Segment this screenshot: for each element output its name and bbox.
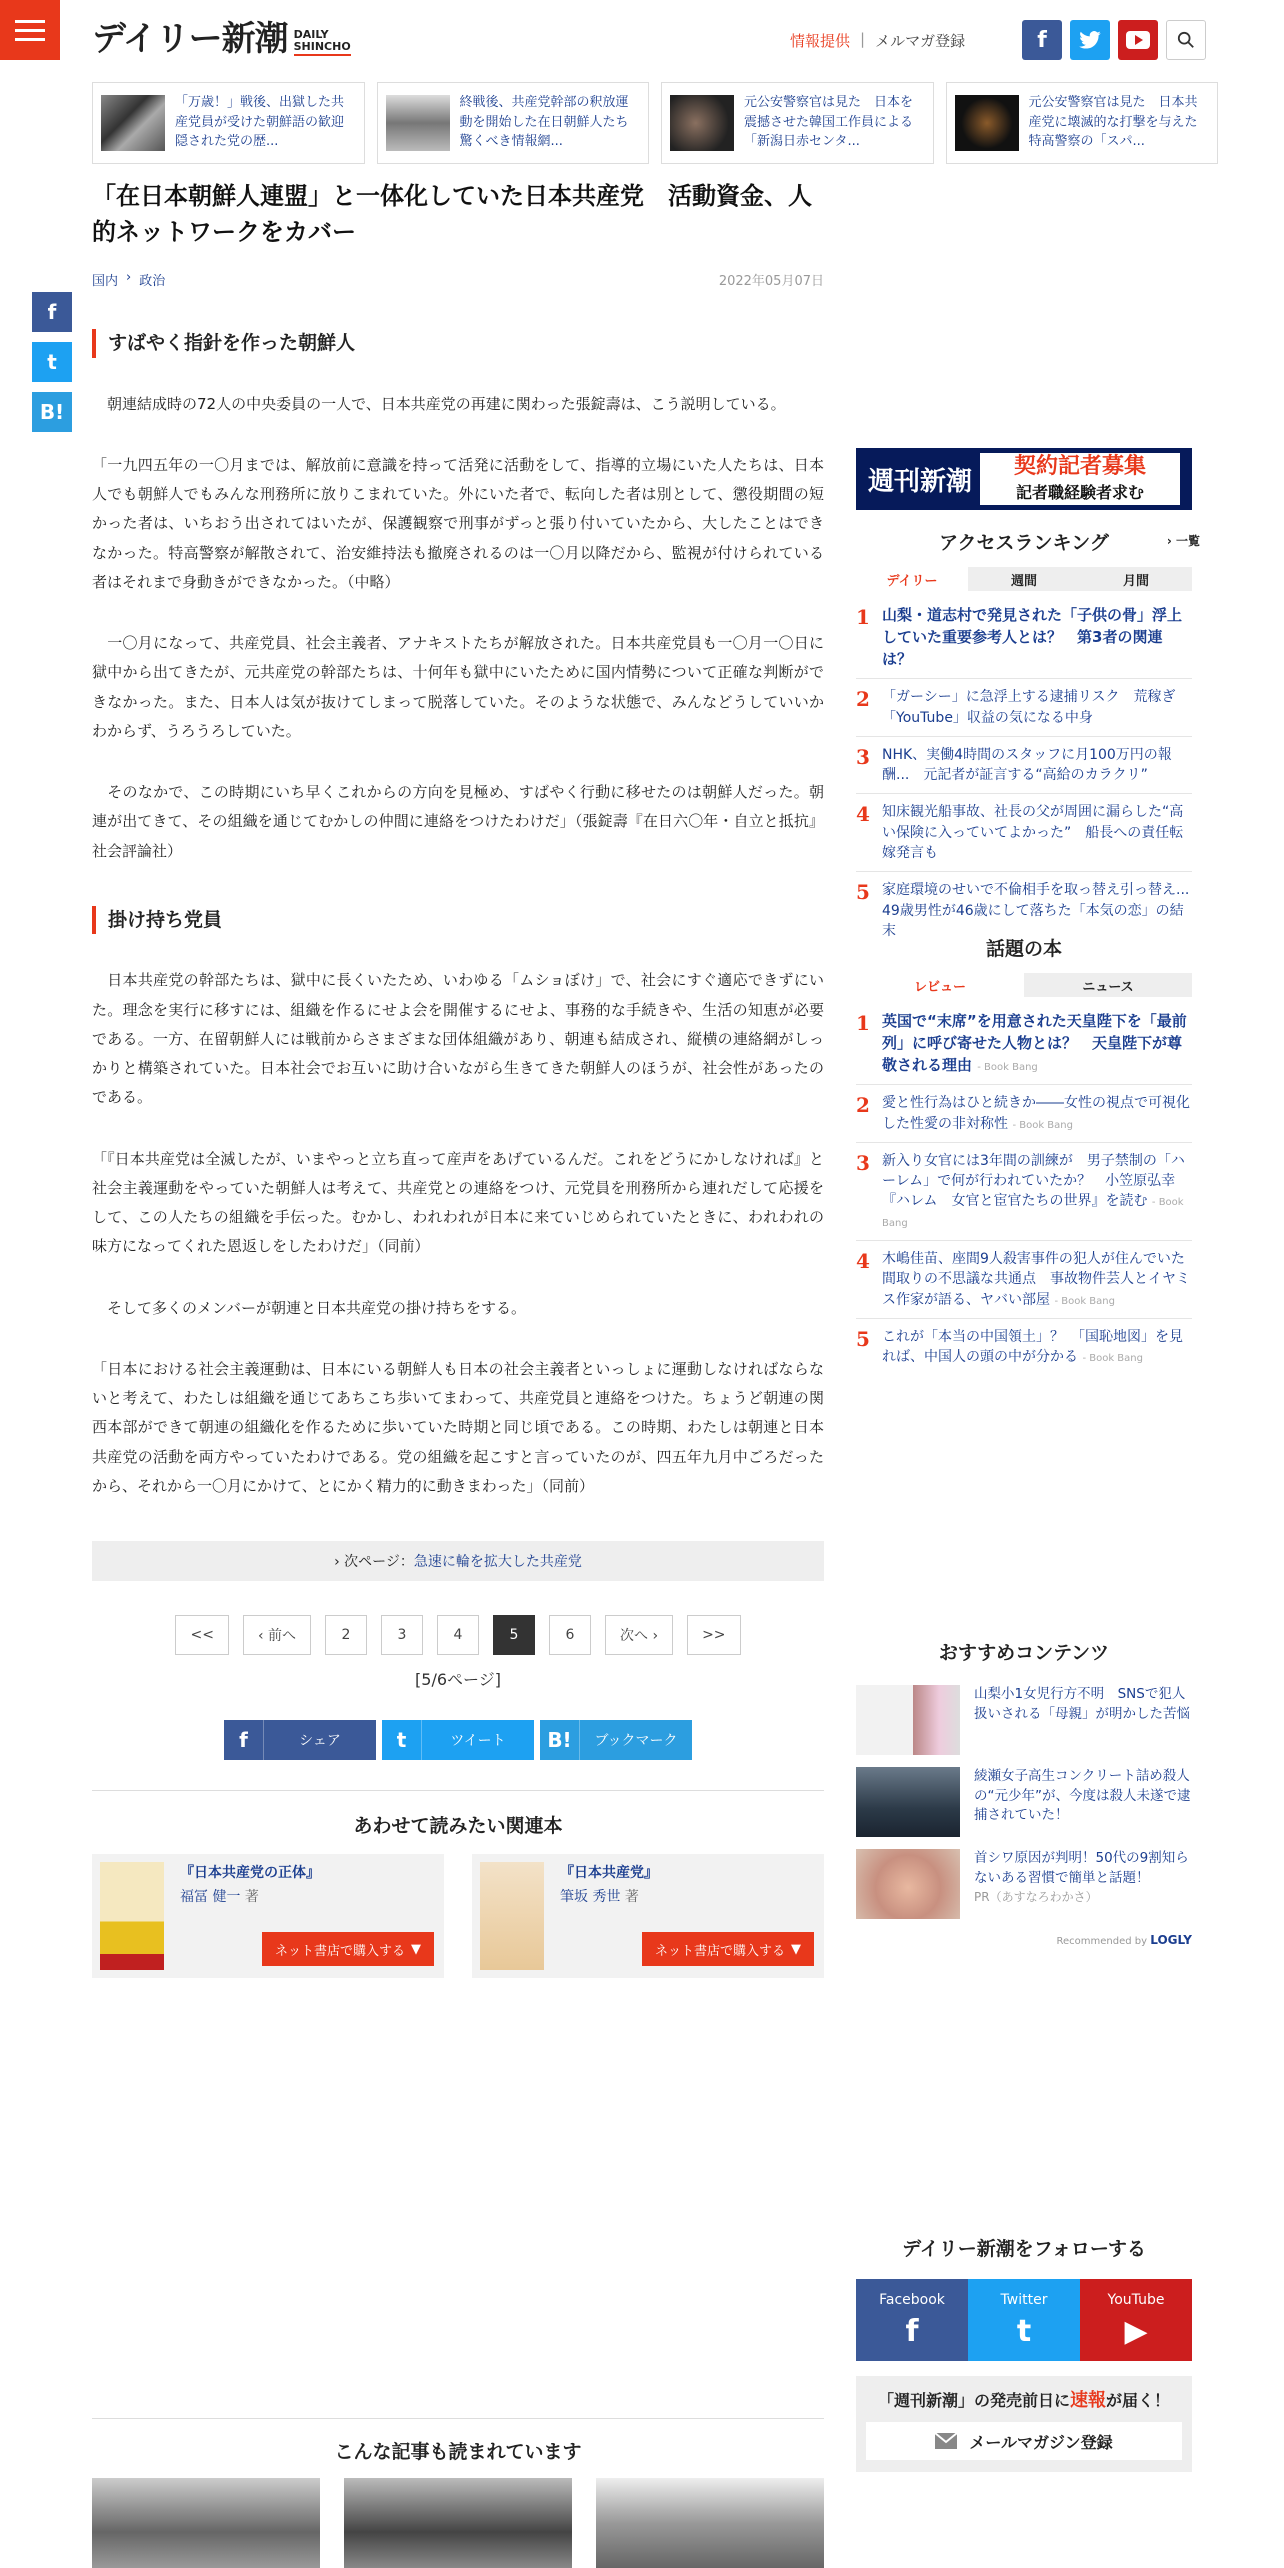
book-cover[interactable] bbox=[480, 1862, 544, 1970]
paragraph: 日本共産党の幹部たちは、獄中に長くいたため、いわゆる「ムショぼけ」で、社会にすぐ適応できずにいた。理念を実行に移すには、組織を作るにせよ会を開催するにせよ、事務的な手続きや、生活の知恵が必要である。一方、在留朝鮮人には戦前からさまざまな団体組織があり、朝連も結成され、縦横の連絡網がしっかりと構築されていた。日本社会でお互いに助け合いながら生きてきた朝鮮人のほうが、社会性があったのである。 bbox=[92, 971, 824, 1107]
follow-facebook-button[interactable]: Facebook f bbox=[856, 2279, 968, 2361]
ranking-item[interactable]: 4 知床観光船事故、社長の父が周囲に漏らした“高い保険に入っていてよかった” 船長への責任転嫁発言も bbox=[856, 794, 1192, 872]
related-article[interactable]: 元公安警察官は見た 日本共産党に壊滅的な打撃を与えた特高警察の「スパ... bbox=[946, 82, 1219, 164]
topic-books-list bbox=[856, 1003, 1192, 1376]
facebook-share-icon[interactable]: f bbox=[32, 292, 72, 332]
book-author: 筆坂 秀世 著 bbox=[560, 1889, 639, 1905]
info-link[interactable]: 情報提供 bbox=[790, 32, 851, 50]
article-title: 「在日本朝鮮人連盟」と一体化していた日本共産党 活動資金、人的ネットワークをカバー bbox=[92, 182, 812, 246]
related-books bbox=[92, 1854, 824, 1978]
recommended-thumbnail bbox=[856, 1685, 960, 1755]
paragraph: そして多くのメンバーが朝連と日本共産党の掛け持ちをする。 bbox=[92, 1298, 526, 1317]
logo-jp: デイリー新潮 bbox=[92, 19, 288, 59]
topic-books-title: 話題の本 bbox=[985, 938, 1062, 960]
recommended-item[interactable]: 首シワ原因が判明！50代の9割知らないある習慣で簡単と話題！ PR（あすなろわかさ） bbox=[856, 1849, 1192, 1919]
page-3-button[interactable]: 3 bbox=[381, 1615, 423, 1655]
paragraph: 朝連結成時の72人の中央委員の一人で、日本共産党の再建に関わった張錠壽は、こう説明している。 bbox=[92, 394, 786, 413]
youtube-icon[interactable] bbox=[1118, 20, 1158, 60]
next-page-link[interactable]: 急速に輪を拡大した共産党 bbox=[413, 1554, 582, 1570]
article-thumbnail bbox=[955, 95, 1019, 151]
breadcrumb bbox=[92, 270, 165, 289]
follow-buttons bbox=[856, 2279, 1192, 2361]
article-date: 2022年05月07日 bbox=[718, 274, 824, 289]
mail-icon bbox=[935, 2433, 957, 2449]
hamburger-icon bbox=[15, 20, 45, 23]
book-title[interactable]: 『日本共産党の正体』 bbox=[180, 1865, 320, 1881]
related-books-heading: あわせて読みたい関連本 bbox=[92, 1790, 824, 1838]
logly-credit: Recommended by LOGLY bbox=[1056, 1933, 1192, 1947]
recommended-thumbnail bbox=[856, 1849, 960, 1919]
dropdown-arrow-icon: ▼ bbox=[411, 1941, 421, 1957]
ranking-more-link[interactable]: › 一覧 bbox=[1166, 534, 1200, 548]
hatena-bookmark-icon: B! bbox=[540, 1720, 580, 1760]
buy-online-button[interactable]: ネット書店で購入する ▼ bbox=[262, 1932, 434, 1966]
logo-en: DAILY SHINCHO bbox=[294, 29, 351, 56]
ranking-item[interactable]: 5 家庭環境のせいで不倫相手を取っ替え引っ替え... 49歳男性が46歳にして落ちた「本気の恋」の結末 bbox=[856, 880, 1190, 939]
section-heading: 掛け持ち党員 bbox=[92, 906, 824, 935]
recommended-item[interactable]: 綾瀬女子高生コンクリート詰め殺人の“元少年”が、今度は殺人未遂で逮捕されていた！ bbox=[856, 1767, 1192, 1837]
tweet-button[interactable]: t ツイート bbox=[382, 1720, 534, 1760]
article-thumbnail bbox=[386, 95, 450, 151]
tab-daily[interactable]: デイリー bbox=[856, 567, 968, 591]
article-meta bbox=[92, 270, 824, 289]
page-5-current: 5 bbox=[493, 1615, 535, 1655]
follow-section bbox=[856, 2234, 1192, 2361]
page-2-button[interactable]: 2 bbox=[325, 1615, 367, 1655]
youtube-icon: ▶ bbox=[1124, 2313, 1148, 2349]
ranking-tabs bbox=[856, 567, 1192, 591]
twitter-icon: t bbox=[382, 1720, 422, 1760]
next-page-button[interactable]: 次へ › bbox=[605, 1615, 673, 1655]
tab-review[interactable]: レビュー bbox=[856, 973, 1024, 997]
related-article[interactable]: 元公安警察官は見た 日本を震撼させた韓国工作員による「新潟日赤センタ... bbox=[661, 82, 934, 164]
ranking-list bbox=[856, 597, 1192, 949]
paragraph: 一〇月になって、共産党員、社会主義者、アナキストたちが解放された。日本共産党員も一〇月一〇日に獄中から出てきたが、元共産党の幹部たちは、十何年も獄中にいたために国内情勢について正確な判断ができなかった。また、日本人は気が抜けてしまって脱落していた。そのような状態で、みんなどうしていいかわからず、うろうろしていた。 bbox=[92, 634, 824, 740]
follow-title: デイリー新潮をフォローする bbox=[902, 2238, 1146, 2260]
last-page-button[interactable]: >> bbox=[687, 1615, 740, 1655]
hatena-bookmark-icon[interactable]: B! bbox=[32, 392, 72, 432]
first-page-button[interactable]: << bbox=[175, 1615, 228, 1655]
pagination bbox=[92, 1615, 824, 1655]
recruit-banner-ad[interactable]: 週刊新潮 契約記者募集 記者職経験者求む bbox=[856, 448, 1192, 510]
book-news-item[interactable]: 2 愛と性行為はひと続きか――女性の視点で可視化した性愛の非対称性 - Book Bang bbox=[856, 1085, 1192, 1143]
menu-button[interactable] bbox=[0, 0, 60, 60]
book-cover[interactable] bbox=[100, 1862, 164, 1970]
book-news-item[interactable]: 3 新入り女官には3年間の訓練が 男子禁制の「ハーレム」で何が行われていたか？ 小笠原弘幸『ハレム 女官と宦官たちの世界』を読む - Book Bang bbox=[856, 1143, 1192, 1241]
topic-books bbox=[856, 934, 1192, 1376]
ranking-item[interactable]: 1 山梨・道志村で発見された「子供の骨」浮上していた重要参考人とは？ 第3者の関連は？ bbox=[856, 597, 1192, 679]
also-read-thumbnail[interactable] bbox=[344, 2478, 572, 2568]
page-count: [5/6ページ] bbox=[415, 1670, 501, 1689]
book-news-item[interactable]: 4 木嶋佳苗、座間9人殺害事件の犯人が住んでいた間取りの不思議な共通点 事故物件芸人とイヤミス作家が語る、ヤバい部屋 - Book Bang bbox=[856, 1241, 1192, 1319]
book-author: 福冨 健一 著 bbox=[180, 1889, 259, 1905]
next-page-banner[interactable]: › 次ページ： 急速に輪を拡大した共産党 bbox=[92, 1541, 824, 1581]
separator: | bbox=[860, 30, 866, 48]
header-icons bbox=[1022, 20, 1206, 60]
access-ranking bbox=[856, 528, 1200, 949]
related-article[interactable]: 終戦後、共産党幹部の釈放運動を開始した在日朝鮮人たち 驚くべき情報網... bbox=[377, 82, 650, 164]
twitter-icon: t bbox=[1016, 2313, 1032, 2349]
book-news-item[interactable]: 1 英国で“末席”を用意された天皇陛下を「最前列」に呼び寄せた人物とは？ 天皇陛下が尊敬される理由 - Book Bang bbox=[856, 1003, 1192, 1085]
logly-logo: LOGLY bbox=[1150, 1933, 1192, 1947]
header-links bbox=[790, 30, 965, 51]
breadcrumb-politics[interactable]: 政治 bbox=[139, 274, 166, 289]
breadcrumb-domestic[interactable]: 国内 bbox=[92, 274, 119, 289]
search-icon[interactable] bbox=[1166, 20, 1206, 60]
newsletter-text: 「週刊新潮」の発売前日に速報が届く！ bbox=[877, 2390, 1171, 2411]
follow-youtube-button[interactable]: YouTube ▶ bbox=[1080, 2279, 1192, 2361]
tab-weekly[interactable]: 週間 bbox=[968, 567, 1080, 591]
related-articles-strip bbox=[92, 82, 1218, 164]
newsletter-signup-button[interactable]: メールマガジン登録 bbox=[866, 2422, 1182, 2460]
section-heading: すばやく指針を作った朝鮮人 bbox=[92, 329, 824, 358]
topic-books-tabs bbox=[856, 973, 1192, 997]
site-logo[interactable] bbox=[92, 19, 351, 59]
related-article[interactable]: 「万歳！」戦後、出獄した共産党員が受けた朝鮮語の歓迎 隠された党の歴... bbox=[92, 82, 365, 164]
facebook-share-button[interactable]: f シェア bbox=[224, 1720, 376, 1760]
also-read-heading: こんな記事も読まれています bbox=[92, 2418, 824, 2464]
paragraph: 「日本における社会主義運動は、日本にいる朝鮮人も日本の社会主義者といっしょに運動しなければならないと考えて、わたしは組織を通じてあちこち歩いてまわって、共産党員と連絡をつけた。ちょうど朝連の関西本部ができて朝連の組織化を作るために歩いていた時期と同じ頃である。この時期、わたしは朝連と日本共産党の活動を両方やっていたわけである。党の組織を起こすと言っていたのが、四五年九月中ごろだったから、それから一〇月にかけて、とにかく精力的に動きまわった」（同前） bbox=[92, 1359, 824, 1495]
paragraph: 「『日本共産党は全滅したが、いまやっと立ち直って産声をあげているんだ。これをどうにかしなければ』と社会主義運動をやっていた朝鮮人は考えて、共産党との連絡をつけ、元党員を刑務所から連れだして応援をして、この人たちの組織を手伝った。むかし、われわれが日本に来ていじめられていたときに、われわれの味方になってくれた恩返しをしたわけだ」（同前） bbox=[92, 1149, 824, 1256]
recommended-title: おすすめコンテンツ bbox=[938, 1642, 1110, 1664]
twitter-share-icon[interactable]: t bbox=[32, 342, 72, 382]
book-card bbox=[92, 1854, 444, 1978]
recommended-content bbox=[856, 1638, 1192, 1947]
ranking-item[interactable]: 3 NHK、実働4時間のスタッフに月100万円の報酬... 元記者が証言する“高給のカラクリ” bbox=[856, 737, 1192, 795]
facebook-icon: f bbox=[905, 2313, 919, 2349]
paragraph: 「一九四五年の一〇月までは、解放前に意識を持って活発に活動をして、指導的立場にいた人たちは、日本人でも朝鮮人でもみんな刑務所に放りこまれていた。外にいた者で、転向した者は別として、懲役期間の短かった者は、いちおう出されてはいたが、保護観察で刑事がずっと張り付いていたから、大したことはできなかった。特高警察が解散されて、治安維持法も撤廃されるのは一〇月以降だから、監視が付けられている者はそれまで身動きができなかった。（中略） bbox=[92, 455, 824, 591]
also-read-thumbnail[interactable] bbox=[596, 2478, 824, 2568]
page-4-button[interactable]: 4 bbox=[437, 1615, 479, 1655]
facebook-icon[interactable]: f bbox=[1022, 20, 1062, 60]
ranking-item[interactable]: 2 「ガーシー」に急浮上する逮捕リスク 荒稼ぎ「YouTube」収益の気になる中身 bbox=[856, 679, 1192, 737]
recommended-thumbnail bbox=[856, 1767, 960, 1837]
follow-twitter-button[interactable]: Twitter t bbox=[968, 2279, 1080, 2361]
paragraph: そのなかで、この時期にいち早くこれからの方向を見極め、すばやく行動に移せたのは朝鮮人だった。朝連が出てきて、その組織を通じてむかしの仲間に連絡をつけたわけだ」（張錠壽『在日六〇年・自立と抵抗』社会評論社） bbox=[92, 783, 824, 860]
ranking-title: アクセスランキング bbox=[939, 532, 1109, 554]
book-card bbox=[472, 1854, 824, 1978]
also-read-list bbox=[92, 2478, 824, 2568]
mail-magazine-link[interactable]: メルマガ登録 bbox=[875, 32, 966, 50]
prev-page-button[interactable]: ‹ 前へ bbox=[243, 1615, 311, 1655]
newsletter-box bbox=[856, 2376, 1192, 2472]
left-share-bar bbox=[32, 292, 72, 432]
chevron-right-icon: › bbox=[126, 270, 132, 285]
bottom-share-bar bbox=[92, 1720, 824, 1760]
page-6-button[interactable]: 6 bbox=[549, 1615, 591, 1655]
tab-monthly[interactable]: 月間 bbox=[1080, 567, 1192, 591]
article-main bbox=[92, 178, 824, 1978]
buy-online-button[interactable]: ネット書店で購入する ▼ bbox=[642, 1932, 814, 1966]
book-news-item[interactable]: 5 これが「本当の中国領土」？ 「国恥地図」を見れば、中国人の頭の中が分かる - Book Bang bbox=[856, 1326, 1183, 1366]
book-title[interactable]: 『日本共産党』 bbox=[560, 1865, 658, 1881]
facebook-icon: f bbox=[224, 1720, 264, 1760]
recommended-item[interactable]: 山梨小1女児行方不明 SNSで犯人扱いされる「母親」が明かした苦悩 bbox=[856, 1685, 1192, 1755]
tab-news[interactable]: ニュース bbox=[1024, 973, 1192, 997]
also-read-thumbnail[interactable] bbox=[92, 2478, 320, 2568]
article-thumbnail bbox=[101, 95, 165, 151]
dropdown-arrow-icon: ▼ bbox=[791, 1941, 801, 1957]
bookmark-button[interactable]: B! ブックマーク bbox=[540, 1720, 692, 1760]
twitter-icon[interactable] bbox=[1070, 20, 1110, 60]
article-thumbnail bbox=[670, 95, 734, 151]
